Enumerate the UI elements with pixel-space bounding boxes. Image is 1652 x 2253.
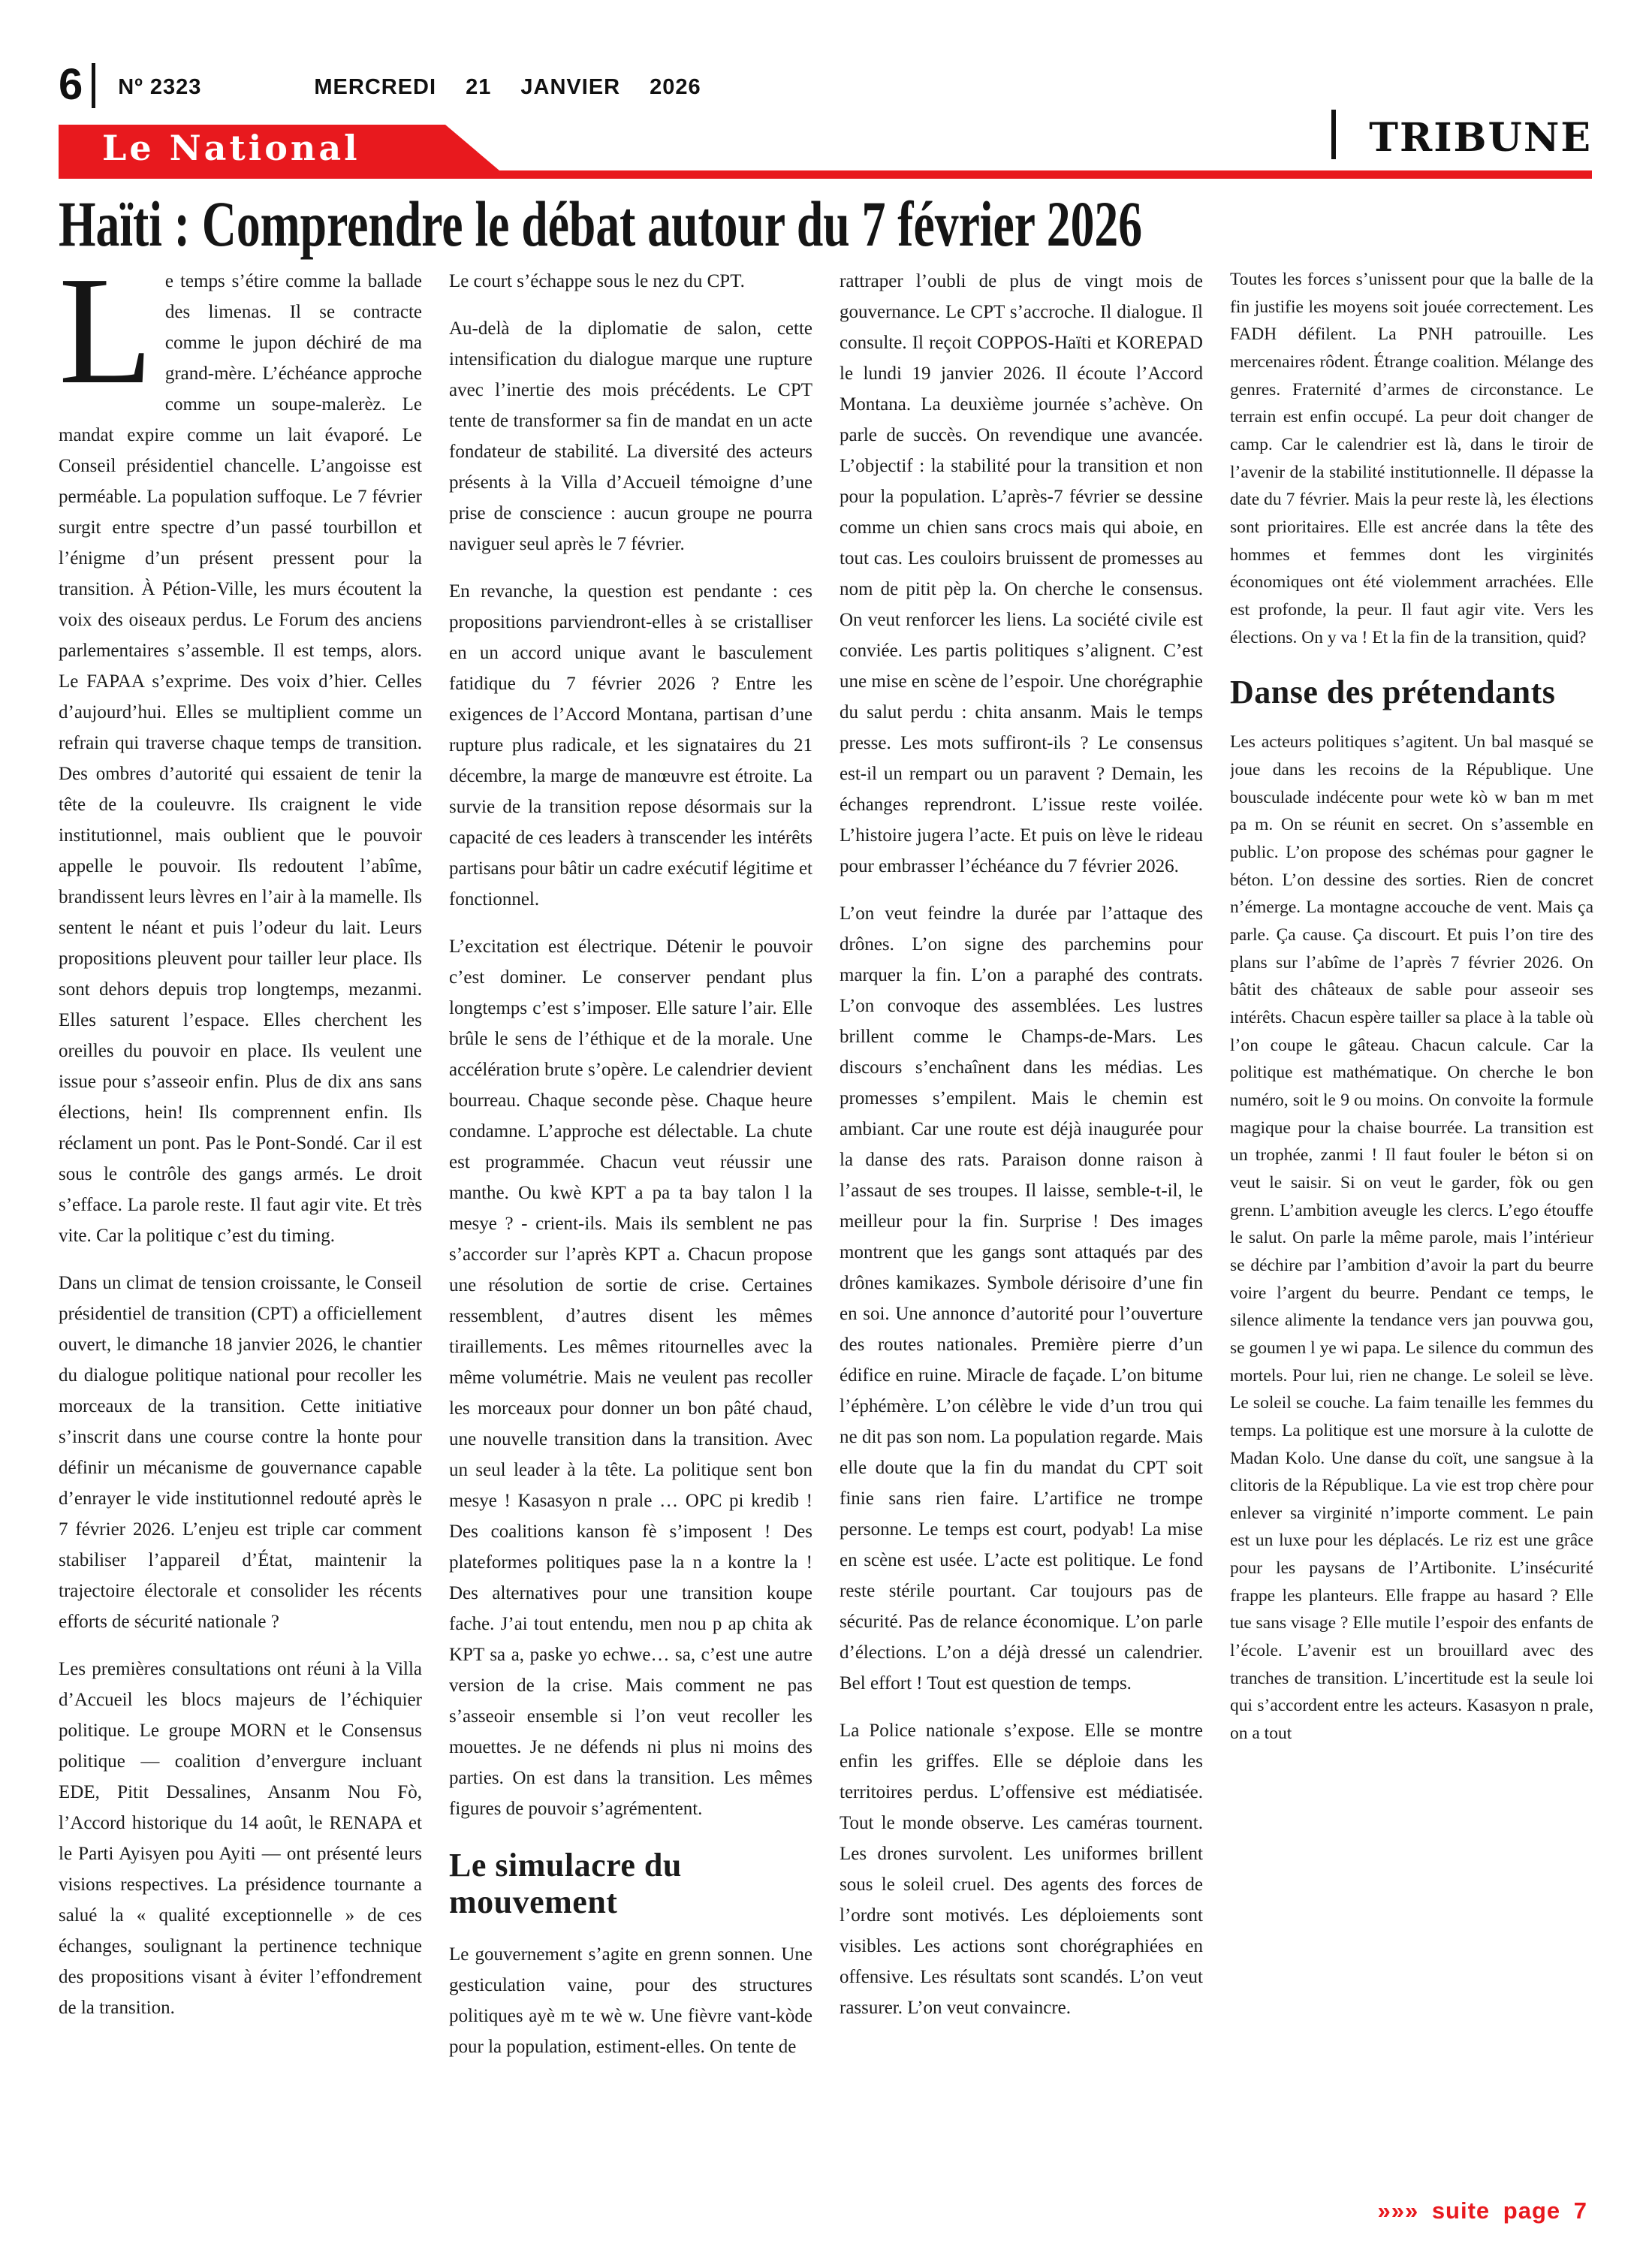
body-paragraph: L’on veut feindre la durée par l’attaque des drônes. L’on signe des parchemins pour marquer la fin. L’on a paraphé des contrats. L’on convoque des assemblées. Les lustres brillent comme le Champs-de-Mars. Les discours s’enchaînent dans les médias. Les promesses s’empilent. Mais le chemin est ambiant. Car une route est déjà inaugurée pour la danse des rats. Paraison donne raison à l’assaut de ses troupes. Il laisse, semble-t-il, le meilleur pour la fin. Surprise ! Des images montrent que les gangs sont attaqués par des drônes kamikazes. Symbole dérisoire d’une fin en soi. Une annonce d’autorité pour l’ouverture des routes nationales. Première pierre d’un édifice en ruine. Miracle de façade. L’on bitume l’éphémère. L’on célèbre le vide d’un trou qui ne dit pas son nom. La population regarde. Mais elle doute que la fin du mandat du CPT soit finie sans rien faire. L’artifice ne trompe personne. Le temps est court, podyab! La mise en scène est usée. L’acte est politique. Le fond reste stérile pourtant. Car toujours pas de sécurité. Pas de relance économique. L’on parle d’élections. L’on a déjà dressé un calendrier. Bel effort ! Tout est question de temps. — [840, 903, 1203, 1694]
subheading: Le simulacre du mouvement — [449, 1847, 682, 1921]
article-column-4 — [1230, 266, 1593, 2211]
article-column-1 — [59, 266, 422, 2211]
article-headline: Haïti : Comprendre le débat autour du 7 février 2026 — [59, 188, 1143, 260]
publication-date: MERCREDI 21 JANVIER 2026 — [314, 75, 701, 99]
masthead-title: Le National — [102, 128, 360, 168]
section-divider-bar — [1331, 110, 1336, 159]
section-title: TRIBUNE — [1369, 115, 1592, 161]
body-paragraph: Les premières consultations ont réuni à la Villa d’Accueil les blocs majeurs de l’échiquier politique. Le groupe MORN et le Consensus politique — coalition d’envergure incluant EDE, Pitit Dessalines, Ansanm Nou Fò, l’Accord historique du 14 août, le RENAPA et le Parti Ayisyen pou Ayiti — ont présenté leurs visions respectives. La présidence tournante a salué la « qualité exceptionnelle » de ces échanges, soulignant la pertinence technique des propositions visant à éviter l’effondrement de la transition. — [59, 1659, 422, 2018]
body-paragraph: La Police nationale s’expose. Elle se montre enfin les griffes. Elle se déploie dans les territoires perdus. L’offensive est médiatisée. Tout le monde observe. Les caméras tournent. Les drones survolent. Les uniformes brillent sous le soleil cruel. Des agents des forces de l’ordre sont motivés. Les déploiements sont visibles. Les actions sont chorégraphiées en offensive. Les résultats sont scandés. L’on veut rassurer. L’on veut convaincre. — [840, 1721, 1203, 2018]
article-columns — [59, 266, 1593, 2211]
body-paragraph: Au-delà de la diplomatie de salon, cette intensification du dialogue marque une rupture avec l’inertie des mois précédents. Le CPT tente de transformer sa fin de mandat en un acte fondateur de stabilité. La diversité des acteurs présents à la Villa d’Accueil témoigne d’une prise de conscience : aucun groupe ne pourra naviguer seul après le 7 février. — [449, 318, 812, 554]
issue-number: Nº 2323 — [118, 75, 202, 99]
drop-cap: L — [59, 266, 153, 416]
section-label — [1331, 110, 1592, 162]
article-column-2 — [449, 266, 812, 2211]
body-paragraph: Toutes les forces s’unissent pour que la balle de la fin justifie les moyens soit jouée correctement. Les FADH défilent. La PNH patrouille. Les mercenaires rôdent. Étrange coalition. Mélange des genres. Fraternité d’armes de circonstance. Le terrain est enfin occupé. La peur doit changer de camp. Car le calendrier est là, dans le tiroir de l’avenir de la stabilité institutionnelle. Il dépasse la date du 7 février. Mais la peur reste là, les élections sont prioritaires. Elle est ancrée dans la tête des hommes et femmes dont les virginités économiques ont été violemment arrachées. Elle est profonde, la peur. Il faut agir vite. Vers les élections. On y va ! Et la fin de la transition, quid? — [1230, 270, 1593, 647]
body-paragraph: Le temps s’étire comme la ballade des limenas. Il se contracte comme le jupon déchiré de ma grand-mère. L’échéance approche comme un soupe-malerèz. Le mandat expire comme un lait évaporé. Le Conseil présidentiel chancelle. L’angoisse est perméable. La population suffoque. Le 7 février surgit entre spectre d’un passé tourbillon et l’énigme d’un présent pressent pour la transition. À Pétion-Ville, les murs écoutent la voix des oiseaux perdus. Le Forum des anciens parlementaires s’assemble. Il est temps, alors. Le FAPAA s’exprime. Des voix d’hier. Celles d’aujourd’hui. Elles se multiplient comme un refrain qui traverse chaque temps de transition. Des ombres d’autorité qui essaient de tenir la tête de la couleuvre. Ils craignent le vide institutionnel, mais oublient que le pouvoir appelle le pouvoir. Ils redoutent l’abîme, brandissent leurs lèvres en l’air à la mamelle. Ils sentent le néant et puis l’odeur du lait. Leurs propositions pleuvent pour tailler leur place. Ils sont dehors depuis trop longtemps, mezanmi. Elles saturent l’espace. Elles cherchent les oreilles du pouvoir en place. Ils veulent une issue pour s’asseoir enfin. Plus de dix ans sans élections, hein! Ils comprennent enfin. Ils réclament un pont. Pas le Pont-Sondé. Car il est sous le contrôle des gangs armés. Le droit s’efface. La parole reste. Il faut agir vite. Et très vite. Car la politique c’est du timing. — [59, 266, 422, 1246]
page-number: 6 — [59, 60, 83, 109]
page-header — [59, 60, 701, 109]
body-paragraph: En revanche, la question est pendante : ces propositions parviendront-elles à se cristalliser en un accord unique avant le basculement fatidique du 7 février 2026 ? Entre les exigences de l’Accord Montana, partisan d’une rupture plus radicale, et les signataires du 21 décembre, la marge de manœuvre est étroite. La survie de la transition repose désormais sur la capacité de ces leaders à transcender les intérêts partisans pour bâtir un cadre exécutif légitime et fonctionnel. — [449, 581, 812, 909]
body-paragraph: Le court s’échappe sous le nez du CPT. — [449, 271, 745, 291]
subheading: Danse des prétendants — [1230, 674, 1556, 711]
body-paragraph: Dans un climat de tension croissante, le Conseil présidentiel de transition (CPT) a officiellement ouvert, le dimanche 18 janvier 2026, le chantier du dialogue politique national pour recoller les morceaux de la transition. Cette initiative s’inscrit dans une course contre la honte pour définir un mécanisme de gouvernance capable d’enrayer le vide institutionnel redouté après le 7 février 2026. L’enjeu est triple car comment stabiliser l’appareil d’État, maintenir la trajectoire électorale et consolider les récents efforts de sécurité nationale ? — [59, 1273, 422, 1632]
body-paragraph: Le gouvernement s’agite en grenn sonnen. Une gesticulation vaine, pour des structures politiques ayè m te wè w. Une fièvre vant-kòde pour la population, estiment-elles. On tente de — [449, 1944, 812, 2057]
body-paragraph: rattraper l’oubli de plus de vingt mois de gouvernance. Le CPT s’accroche. Il dialogue. Il consulte. Il reçoit COPPOS-Haïti et KOREPAD le lundi 19 janvier 2026. Il écoute l’Accord Montana. La deuxième journée s’achève. On parle de succès. On revendique une avancée. L’objectif : la stabilité pour la transition et non pour la population. L’après-7 février se dessine comme un chien sans crocs mais qui aboie, en tout cas. Les couloirs bruissent de promesses au nom de pitit pèp la. On cherche le consensus. On veut renforcer les liens. La société civile est conviée. Les partis politiques s’alignent. C’est une mise en scène de l’espoir. Une chorégraphie du salut perdu : chita ansanm. Mais le temps presse. Les mots suffiront-ils ? Le consensus est-il un rempart ou un paravent ? Demain, les échanges reprendront. L’issue reste voilée. L’histoire jugera l’acte. Et puis on lève le rideau pour embrasser l’échéance du 7 février 2026. — [840, 271, 1203, 876]
body-paragraph: Les acteurs politiques s’agitent. Un bal masqué se joue dans les recoins de la République. Une bousculade indécente pour wete kò w ban m met pa m. On se réunit en secret. On s’assemble en public. L’on propose des schémas pour gagner le béton. L’on dessine des sorties. Rien de concret n’émerge. La montagne accouche de vent. Mais ça parle. Ça cause. Ça discourt. Et puis l’on tire des plans sur l’abîme de l’après 7 février 2026. On bâtit des châteaux de sable pour asseoir ses intérêts. Chacun espère tailler sa place à la table où l’on coupe le gâteau. Chacun calcule. Car la politique est mathématique. On cherche le bon numéro, soit le 9 ou moins. On convoite la formule magique pour la chaise bourrée. La transition est un trophée, zanmi ! Il faut fouler le béton si on veut le saisir. Si on veut le garder, fòk ou gen grenn. L’ambition aveugle les clercs. L’ego étouffe le salut. On parle la même parole, mais l’intérieur se déchire par l’ambition d’avoir la part du beurre voire l’argent du beurre. Pendant ce temps, le silence alimente la tendance vers jan pouvwa gou, se goumen l ye wi papa. Le silence du commun des mortels. Pour lui, rien ne change. Le soleil se lève. Le soleil se couche. La faim tenaille les femmes du temps. La politique est une morsure à la culotte de Madan Kolo. Une danse du coït, une sangsue à la clitoris de la République. La vie est trop chère pour enlever sa virginité n’importe comment. Le pain est un luxe pour les déplacés. Le riz est une grâce pour les paysans de l’Artibonite. L’insécurité frappe les planteurs. Elle frappe au hasard ? Elle tue sans visage ? Elle mutile l’espoir des enfants de l’école. L’avenir est un brouillard avec des tranches de transition. L’incertitude est la seule loi qui s’accordent entre les acteurs. Kasasyon n prale, on a tout — [1230, 732, 1593, 1744]
continuation-notice: »»» suite page 7 — [1377, 2197, 1587, 2224]
header-divider-bar — [92, 63, 95, 108]
article-column-3 — [840, 266, 1203, 2211]
body-paragraph: L’excitation est électrique. Détenir le pouvoir c’est dominer. Le conserver pendant plus longtemps c’est s’imposer. Elle sature l’air. Elle brûle le sens de l’éthique et de la morale. Une accélération brute s’opère. Le calendrier devient bourreau. Chaque seconde pèse. Chaque heure condamne. L’approche est délectable. La chute est programmée. Chacun veut réussir une manthe. Ou kwè KPT a pa ta bay talon l la mesye ? - crient-ils. Mais ils semblent ne pas s’accorder sur l’après KPT a. Chacun propose une résolution de sortie de crise. Certaines ressemblent, d’autres disent les mêmes tiraillements. Les mêmes ritournelles avec la même volumétrie. Mais ne veulent pas recoller les morceaux pour donner un bon pâté chaud, une nouvelle transition dans la transition. Avec un seul leader à la tête. La politique sent bon mesye ! Kasasyon n prale … OPC pi kredib ! Des coalitions kanson fè s’imposent ! Des plateformes politiques pase la n a kontre la ! Des alternatives pour une transition koupe fache. J’ai tout entendu, men nou p ap chita ak KPT sa a, paske yo echwe… sa, c’est une autre version de la crise. Mais comment ne pas s’asseoir ensemble si l’on veut recoller les mouettes. Je ne défends ni plus ni moins des parties. On est dans la transition. Les mêmes figures de pouvoir s’agrémentent. — [449, 936, 812, 1819]
masthead-red-rule — [59, 170, 1592, 179]
